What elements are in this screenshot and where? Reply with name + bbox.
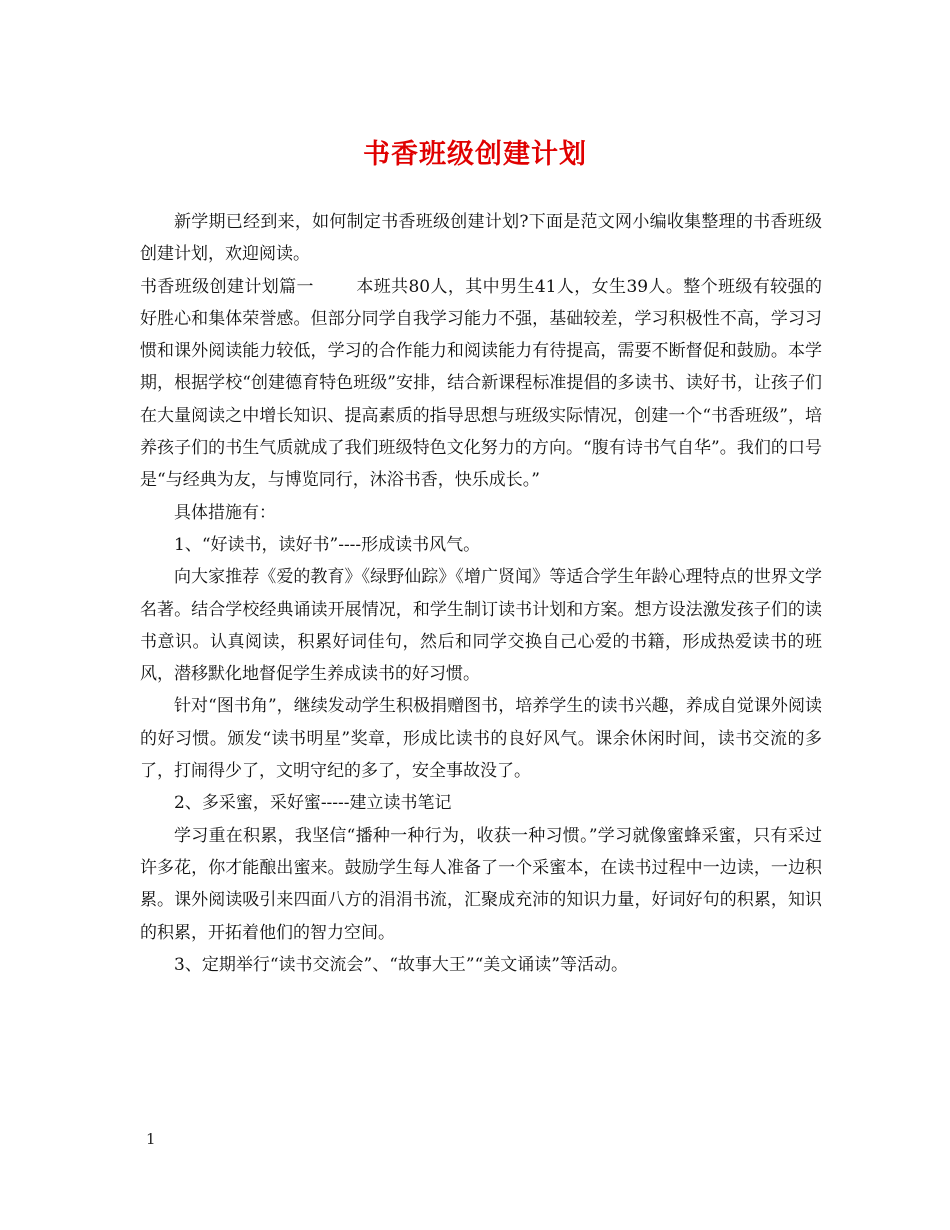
item1-heading: 1、“好读书，读好书”----形成读书风气。: [174, 534, 481, 555]
section-body: 本班共80人，其中男生41人，女生39人。整个班级有较强的好胜心和集体荣誉感。但部分同学自我学习能力不强，基础较差，学习积极性不高，学习习惯和课外阅读能力较低，学习的合作能力和阅读能力有待提高，需要不断督促和鼓励。本学期，根据学校“创建德育特色班级”安排，结合新课程标准提倡的多读书、读好书，让孩子们在大量阅读之中增长知识、提高素质的指导思想与班级实际情况，创建一个“书香班级”，培养孩子们的书生气质就成了我们班级特色文化努力的方向。“腹有诗书气自华”。我们的口号是“与经典为友，与博览同行，沐浴书香，快乐成长。”: [140, 276, 822, 491]
item2-heading: 2、多采蜜，采好蜜-----建立读书笔记: [174, 793, 452, 814]
item2-paragraph-1: 学习重在积累，我坚信“播种一种行为，收获一种习惯。”学习就像蜜蜂采蜜，只有采过许多花，你才能酿出蜜来。鼓励学生每人准备了一个采蜜本，在读书过程中一边读，一边积累。课外阅读吸引来四面八方的涓涓书流，汇聚成充沛的知识力量，好词好句的积累，知识的积累，开拓着他们的智力空间。: [140, 825, 822, 943]
section-paragraph: [140, 271, 822, 497]
section-heading: 书香班级创建计划篇一: [140, 276, 314, 297]
item1-paragraph-1: 向大家推荐《爱的教育》《绿野仙踪》《增广贤闻》等适合学生年龄心理特点的世界文学名著。结合学校经典诵读开展情况，和学生制订读书计划和方案。想方设法激发孩子们的读书意识。认真阅读，积累好词佳句，然后和同学交换自己心爱的书籍，形成热爱读书的班风，潜移默化地督促学生养成读书的好习惯。: [140, 567, 822, 685]
document-body: [140, 206, 822, 981]
document-title: 书香班级创建计划: [363, 139, 587, 170]
page-number: 1: [146, 1130, 156, 1148]
measures-heading: 具体措施有：: [174, 502, 276, 523]
item1-paragraph-2: 针对“图书角”，继续发动学生积极捐赠图书，培养学生的读书兴趣，养成自觉课外阅读的好习惯。颁发“读书明星”奖章，形成比读书的良好风气。课余休闲时间，读书交流的多了，打闹得少了，文明守纪的多了，安全事故没了。: [140, 696, 822, 782]
intro-paragraph: 新学期已经到来，如何制定书香班级创建计划?下面是范文网小编收集整理的书香班级创建计划，欢迎阅读。: [140, 212, 822, 265]
item3-heading: 3、定期举行“读书交流会”、“故事大王”“美文诵读”等活动。: [174, 954, 628, 975]
